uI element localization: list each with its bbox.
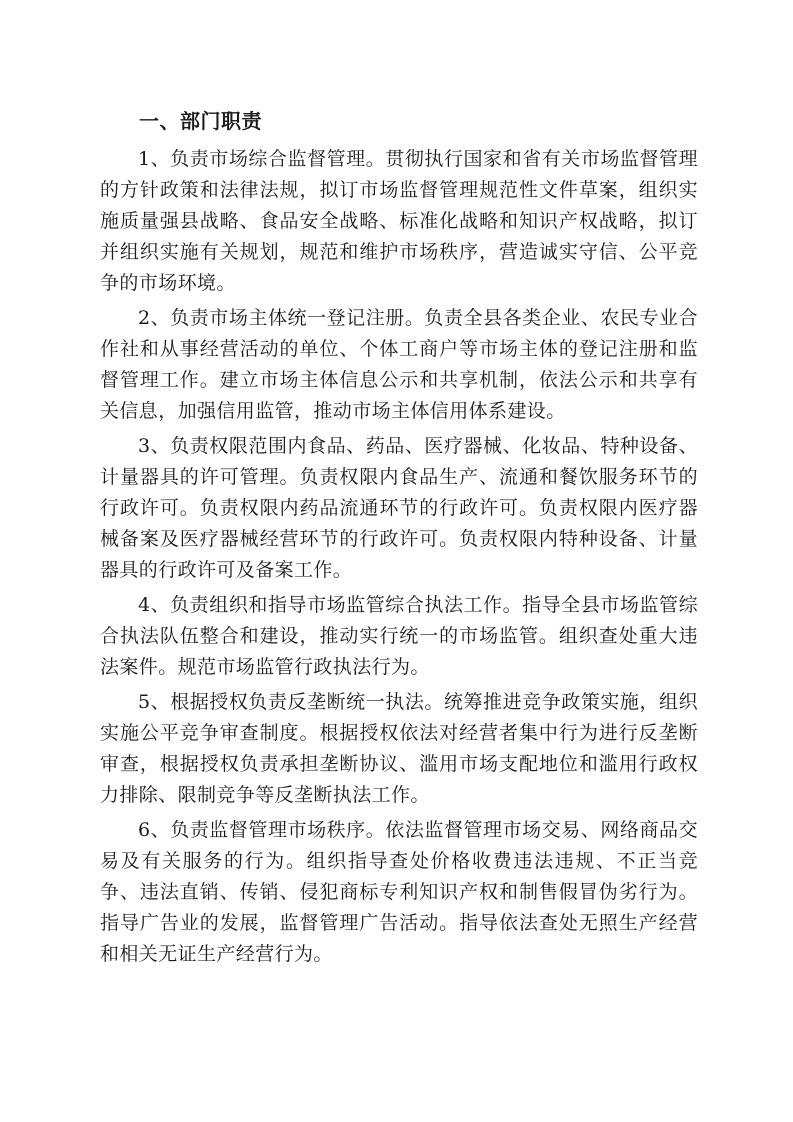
duty-paragraph-5: 5、根据授权负责反垄断统一执法。统筹推进竞争政策实施，组织实施公平竞争审查制度。根据授权依法对经营者集中行为进行反垄断审查，根据授权负责承担垄断协议、滥用市场支配地位和滥用行政权力排除、限制竞争等反垄断执法工作。 — [100, 691, 698, 806]
duties-list — [100, 144, 698, 974]
duty-paragraph-3: 3、负责权限范围内食品、药品、医疗器械、化妆品、特种设备、计量器具的许可管理。负责权限内食品生产、流通和餐饮服务环节的行政许可。负责权限内药品流通环节的行政许可。负责权限内医疗器械备案及医疗器械经营环节的行政许可。负责权限内特种设备、计量器具的行政许可及备案工作。 — [100, 435, 698, 581]
section-heading: 一、部门职责 — [139, 109, 262, 133]
duty-paragraph-2: 2、负责市场主体统一登记注册。负责全县各类企业、农民专业合作社和从事经营活动的单位、个体工商户等市场主体的登记注册和监督管理工作。建立市场主体信息公示和共享机制，依法公示和共享有关信息，加强信用监管，推动市场主体信用体系建设。 — [100, 307, 698, 422]
duty-paragraph-4: 4、负责组织和指导市场监管综合执法工作。指导全县市场监管综合执法队伍整合和建设，推动实行统一的市场监管。组织查处重大违法案件。规范市场监管行政执法行为。 — [100, 594, 698, 678]
duty-paragraph-6: 6、负责监督管理市场秩序。依法监督管理市场交易、网络商品交易及有关服务的行为。组织指导查处价格收费违法违规、不正当竞争、违法直销、传销、侵犯商标专利知识产权和制售假冒伪劣行为。指导广告业的发展，监督管理广告活动。指导依法查处无照生产经营和相关无证生产经营行为。 — [100, 819, 698, 965]
duty-paragraph-1: 1、负责市场综合监督管理。贯彻执行国家和省有关市场监督管理的方针政策和法律法规，拟订市场监督管理规范性文件草案，组织实施质量强县战略、食品安全战略、标准化战略和知识产权战略，拟订并组织实施有关规划，规范和维护市场秩序，营造诚实守信、公平竞争的市场环境。 — [100, 148, 698, 294]
